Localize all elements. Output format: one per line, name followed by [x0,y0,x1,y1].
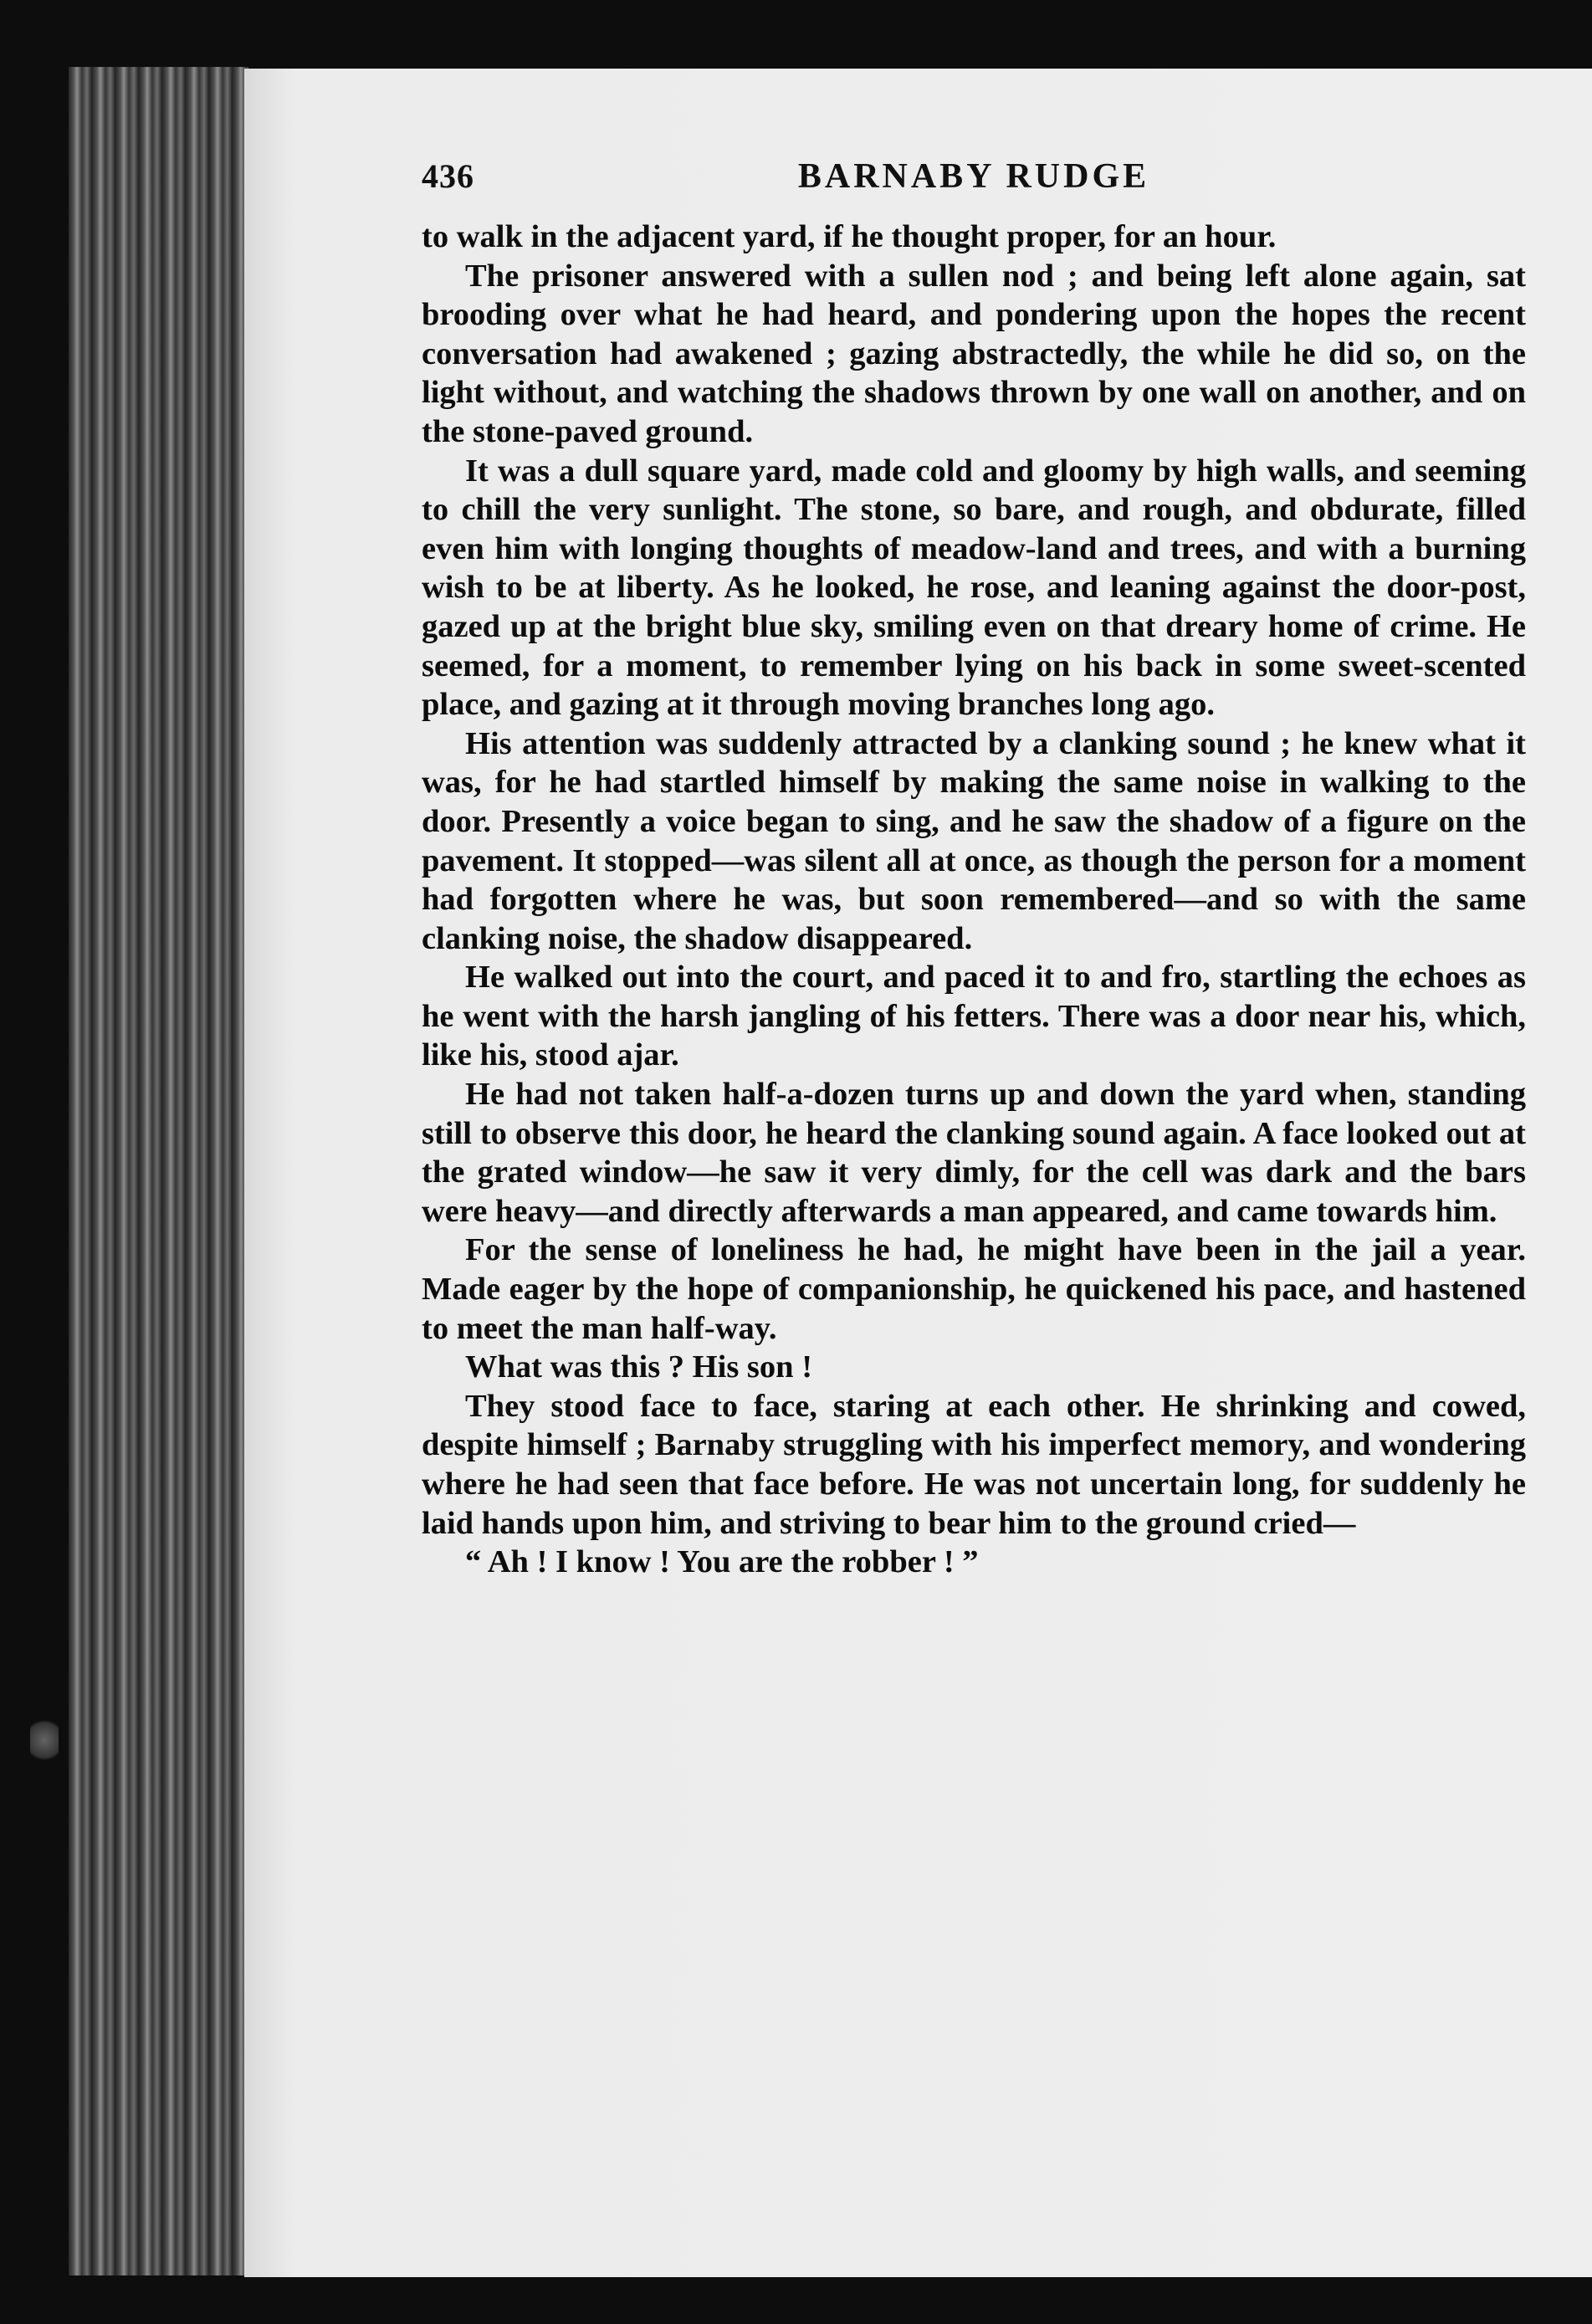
paragraph: His attention was suddenly attracted by a clanking sound ; he knew what it was, for he had startled himself by making the same noise in walking to the door. Presently a voice began to sing, and he saw the shadow of a figure on the pavement. It stopped—was silent all at once, as though the person for a moment had forgotten where he was, but soon remembered—and so with the same clanking noise, the shadow disappeared. [422,725,1526,956]
book-spine [69,67,248,2275]
running-title: BARNABY RUDGE [797,157,1150,196]
margin-stain [30,1715,59,1765]
paragraph: “ Ah ! I know ! You are the robber ! ” [465,1544,979,1580]
paragraph: He had not taken half-a-dozen turns up and down the yard when, standing still to observe this door, he heard the clanking sound again. A face looked out at the grated window—he saw it very dimly, for the cell was dark and the bars were heavy—and directly afterwards a man appeared, and came towards him. [422,1077,1526,1229]
paragraph: to walk in the adjacent yard, if he thought proper, for an hour. [422,219,1277,254]
page-header [422,156,1526,207]
paragraph: It was a dull square yard, made cold and gloomy by high walls, and seeming to chill the very sunlight. The stone, so bare, and rough, and obdurate, filled even him with longing thoughts of meadow-land and trees, and with a burning wish to be at liberty. As he looked, he rose, and leaning against the door-post, gazed up at the bright blue sky, smiling even on that dreary home of crime. He seemed, for a moment, to remember lying on his back in some sweet-scented place, and gazing at it through moving branches long ago. [422,453,1526,723]
paragraph: For the sense of loneliness he had, he might have been in the jail a year. Made eager by the hope of companionship, he quickened his pace, and hastened to meet the man half-way. [422,1232,1526,1346]
paragraph: The prisoner answered with a sullen nod ; and being left alone again, sat brooding over what he had heard, and pondering upon the hopes the recent conversation had awakened ; gazing abstractedly, the while he did so, on the light without, and watching the shadows thrown by one wall on another, and on the stone-paved ground. [422,258,1526,449]
paragraph: What was this ? His son ! [465,1349,813,1385]
paragraph: They stood face to face, staring at each other. He shrinking and cowed, despite himself ; Barnaby struggling with his imperfect memory, and wondering where he had seen that face before. He was not uncertain long, for suddenly he laid hands upon him, and striving to bear him to the ground cried— [422,1388,1526,1541]
page-number: 436 [422,157,474,195]
body-text [422,218,1526,1582]
book-page [244,69,1592,2277]
paragraph: He walked out into the court, and paced it to and fro, startling the echoes as he went with the harsh jangling of his fetters. There was a door near his, which, like his, stood ajar. [422,960,1526,1073]
